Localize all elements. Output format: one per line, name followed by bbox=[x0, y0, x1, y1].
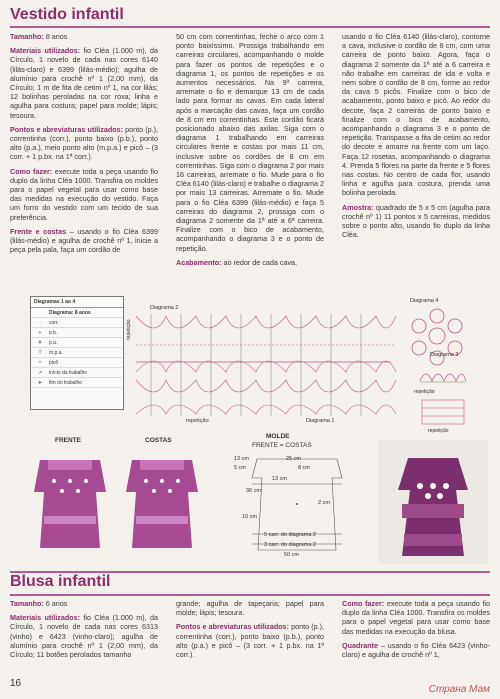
materiais-label: Materiais utilizados: bbox=[10, 613, 81, 623]
diagram-legend bbox=[30, 296, 124, 410]
diagram-3-edging bbox=[418, 361, 468, 385]
como-fazer-label: Como fazer: bbox=[342, 599, 385, 608]
chain-symbol-icon: ◦ bbox=[39, 319, 41, 326]
molde-dim-50cm: 50 cm bbox=[284, 552, 299, 558]
legend-row bbox=[31, 338, 123, 348]
diagram-4-label: Diagrama 4 bbox=[410, 298, 439, 304]
watermark: Страна Мам bbox=[428, 684, 490, 695]
quadrante-text: – usando o fio Cléa 6423 (vinho-claro) e agulha de crochê nº 1, bbox=[342, 640, 491, 660]
instructions-text-3: usando o fio Cléa 6140 (lilás-claro), contorne a cava, inclusive o cordão de 8 cm, com uma carreira de ponto baixo. Agora, faça o diagrama 2 somente da 1ª até a 6 carreira e não trabalhe em carreiras de ida e volta e nem sobre o cordão de 8 cm, forme ao redor da cava 5 picôs. Finalize com o bico de acabamento, ponto baixo e picô. Ao redor do decote, faça 2 carreiras de ponto baixo e finalize com o bico de acabamento, acompanhando o diagrama 3 e o ponto de repetição. Transpasse a fita de cetim ao redor do decote e amarre na frente com um laço. Faça 12 rosetas, acompanhando o diagrama 4. Prenda 5 flores na parte da frente e 5 flores nas costas. No centro de cada flor, usando linha e agulha para costura, prenda uma bolinha perolada. bbox=[342, 32, 490, 198]
molde-dim-5cm: 5 cm bbox=[234, 465, 246, 471]
title-rule bbox=[10, 26, 490, 28]
legend-item: p.b. bbox=[49, 329, 58, 336]
quadrante-label: Quadrante bbox=[342, 640, 378, 650]
legend-item: p.a. bbox=[49, 339, 58, 346]
blusa-column-3 bbox=[342, 599, 490, 664]
legend-row bbox=[31, 378, 123, 388]
acabamento-label: Acabamento: bbox=[176, 257, 222, 267]
legend-subtitle: Diagrama: 8 anos bbox=[49, 309, 91, 316]
pontos-label: Pontos e abreviaturas utilizados: bbox=[176, 622, 289, 632]
crochet-diagram-main bbox=[126, 300, 401, 432]
dress-photo bbox=[378, 440, 488, 564]
double-crochet-symbol-icon: ǂ bbox=[38, 339, 42, 346]
molde-dim-2cm: 2 cm bbox=[318, 500, 330, 506]
blusa-materiais-continued: grande; agulha de tapeçaria; papel para molde; lápis; tesoura. bbox=[176, 599, 324, 618]
legend-row bbox=[31, 328, 123, 338]
frente-costas-text: – usando o fio Cléa 6399 (lilás-médio) e agulha de crochê nº 1, inicie a peça pela pala, faça um cordão de bbox=[10, 226, 159, 255]
molde-dim-10cm: 10 cm bbox=[242, 514, 257, 520]
blusa-column-2 bbox=[176, 599, 324, 664]
page-number: 16 bbox=[10, 678, 22, 689]
half-double-crochet-symbol-icon: T bbox=[38, 349, 42, 356]
repeticao-label-4: repetição bbox=[428, 428, 449, 434]
end-arrow-icon: ➤ bbox=[37, 379, 43, 386]
molde-subtitle: FRENTE = COSTAS bbox=[252, 442, 312, 449]
amostra-text: quadrado de 5 x 5 cm (agulha para crochê nº 1) 11 pontos x 5 carreiras, medidos sobre o ponto alto, usando fio duplo da linha Cléa. bbox=[342, 202, 490, 240]
diagram-1-label: Diagrama 1 bbox=[306, 418, 335, 424]
vestido-column-1 bbox=[10, 32, 158, 259]
repeticao-label-1: repetição bbox=[126, 319, 132, 340]
legend-item: fim do trabalho bbox=[49, 379, 83, 386]
molde-dim-25cm: 25 cm bbox=[286, 456, 301, 462]
legend-item: m.p.a. bbox=[49, 349, 63, 356]
tamanho-label: Tamanho: bbox=[10, 32, 44, 41]
section-title-vestido: Vestido infantil bbox=[10, 6, 124, 23]
molde-dim-36cm: 36 cm bbox=[246, 488, 261, 494]
vestido-column-3 bbox=[342, 32, 490, 244]
blusa-column-1 bbox=[10, 599, 158, 664]
costas-caption: COSTAS bbox=[145, 437, 172, 444]
materiais-text: fio Cléa (1.000 m), da Círculo, 1 novelo de cada nas cores 6313 (vinho) e 6423 (vinho-claro); agulha de alumínio para crochê nº 1 (2,00 mm), da Círculo; 11 botões perolados tamanho bbox=[10, 613, 158, 660]
molde-dim-8cm: 8 cm bbox=[298, 465, 310, 471]
materiais-text: fio Cléa (1.000 m), da Círculo, 1 novelo de cada nas cores 6140 (lilás-claro) e 6399 (lilás-médio); agulha de alumínio para crochê nº 1 (2,00 mm), da Círculo; 1 m de fita de cetim nº 1, na cor lilás; 12 bolinhas peroladas na cor roxa; linha e agulha para costura; papel para molde; lápis; tesoura. bbox=[10, 46, 158, 120]
dress-back-illustration bbox=[118, 446, 206, 558]
molde-title: MOLDE bbox=[266, 433, 290, 440]
picot-symbol-icon: ᴖ bbox=[38, 359, 42, 366]
legend-row bbox=[31, 348, 123, 358]
molde-dim-5-carr: 5 carr. do diagrama 2 bbox=[264, 532, 316, 538]
legend-row bbox=[31, 368, 123, 378]
acabamento-text: ao redor de cada cava, bbox=[223, 257, 298, 267]
legend-item: corr. bbox=[49, 319, 59, 326]
diagram-1-grid bbox=[420, 398, 466, 428]
single-crochet-symbol-icon: + bbox=[38, 329, 42, 336]
diagram-3-label: Diagrama 3 bbox=[430, 352, 459, 358]
como-fazer-label: Como fazer: bbox=[10, 166, 53, 176]
diagram-4-rosette bbox=[405, 306, 469, 368]
molde-dim-13cm-b: 13 cm bbox=[272, 476, 287, 482]
section-title-blusa: Blusa infantil bbox=[10, 573, 111, 590]
repeticao-label-3: repetição bbox=[414, 389, 435, 395]
diagram-2-chart bbox=[126, 300, 401, 432]
legend-item: picô bbox=[49, 359, 59, 366]
legend-subtitle-row bbox=[31, 308, 123, 318]
como-fazer-text: execute toda a peça usando fio duplo da linha Cléa 1000. Transfira os moldes para o papel vegetal para usar como base das medidas na execução da blusa. bbox=[342, 599, 490, 636]
frente-costas-label: Frente e costas bbox=[10, 226, 67, 236]
molde-dim-13cm-a: 13 cm bbox=[234, 456, 249, 462]
vestido-column-2 bbox=[176, 32, 324, 272]
legend-title: Diagramas 1 ao 4 bbox=[31, 297, 123, 308]
legend-row bbox=[31, 358, 123, 368]
pontos-label: Pontos e abreviaturas utilizados: bbox=[10, 124, 123, 134]
tamanho-label: Tamanho: bbox=[10, 599, 44, 608]
legend-item: início da trabalho bbox=[49, 369, 88, 376]
legend-row bbox=[31, 318, 123, 328]
amostra-label: Amostra: bbox=[342, 202, 374, 212]
start-arrow-icon: ↗ bbox=[37, 369, 43, 376]
materiais-label: Materiais utilizados: bbox=[10, 46, 81, 56]
tamanho-value: 8 anos bbox=[45, 32, 68, 41]
como-fazer-text: execute toda a peça usando fio duplo da linha Cléa 1000. Transfira os moldes para o papel vegetal para usar como base das medidas na execução do vestido. Faça um forro do vestido com um tecido de sua preferência. bbox=[10, 166, 158, 222]
title-rule bbox=[10, 594, 490, 596]
pontos-text: ponto (p.), correntinha (corr.), ponto baixo (p.b.), ponto alto (p.a.) e picô – (3 corr. + 1 p.bx. na 1ª corr.). bbox=[176, 622, 325, 660]
dress-front-illustration bbox=[26, 446, 114, 558]
diagram-2-label: Diagrama 2 bbox=[150, 305, 179, 311]
tamanho-value: 6 anos bbox=[45, 599, 68, 608]
molde-dim-3-carr: 3 carr. do diagrama 2 bbox=[264, 542, 316, 548]
instructions-text-2: 50 cm com correntinhas, feche o arco com 1 ponto baixíssimo. Prossiga trabalhando em carreiras circulares, acompanhando o molde para fazer os pontos de repetições e o diagrama 1, os pontos de repetições e os aumentos necessários. Na 9ª carreira, arremate o fio e demarque 13 cm de cada lado para formar as cavas. Em cada lateral após a marcação das cavas, faça um cordão de 8 cm em correntinhas. Este cordão ficará posicionado abaixo das axilas. Siga com o diagrama 1 trabalhando em carreiras circulares frente e costas por mais 11 cm, inclusive sobre os cordões de 8 cm em correntinhas. Siga com o diagrama 2 por mais 16 carreiras, arremate o fio. Mude para o fio Cléa 6140 (lilás-claro) e trabalhe o diagrama 2 por mais 13 carreiras. Arremate o fio. Mude para o fio Cléa 6399 (lilás-médio) e faça 5 carreiras do diagrama 2, prossiga com o diagrama 2 somente da 1ª até a 6ª carreira. Finalize com o bico de acabamento, acompanhando o diagrama 3 e o ponto de repetição. bbox=[176, 32, 324, 253]
frente-caption: FRENTE bbox=[55, 437, 81, 444]
repeticao-label-2: repetição bbox=[186, 418, 209, 424]
pontos-text: ponto (p.), correntinha (corr.), ponto baixo (p.b.), ponto alto (p.a.), meio ponto alto (m.p.a.) e picô – (3 corr. + 1 p.bx. na 1ª corr.). bbox=[10, 124, 159, 162]
